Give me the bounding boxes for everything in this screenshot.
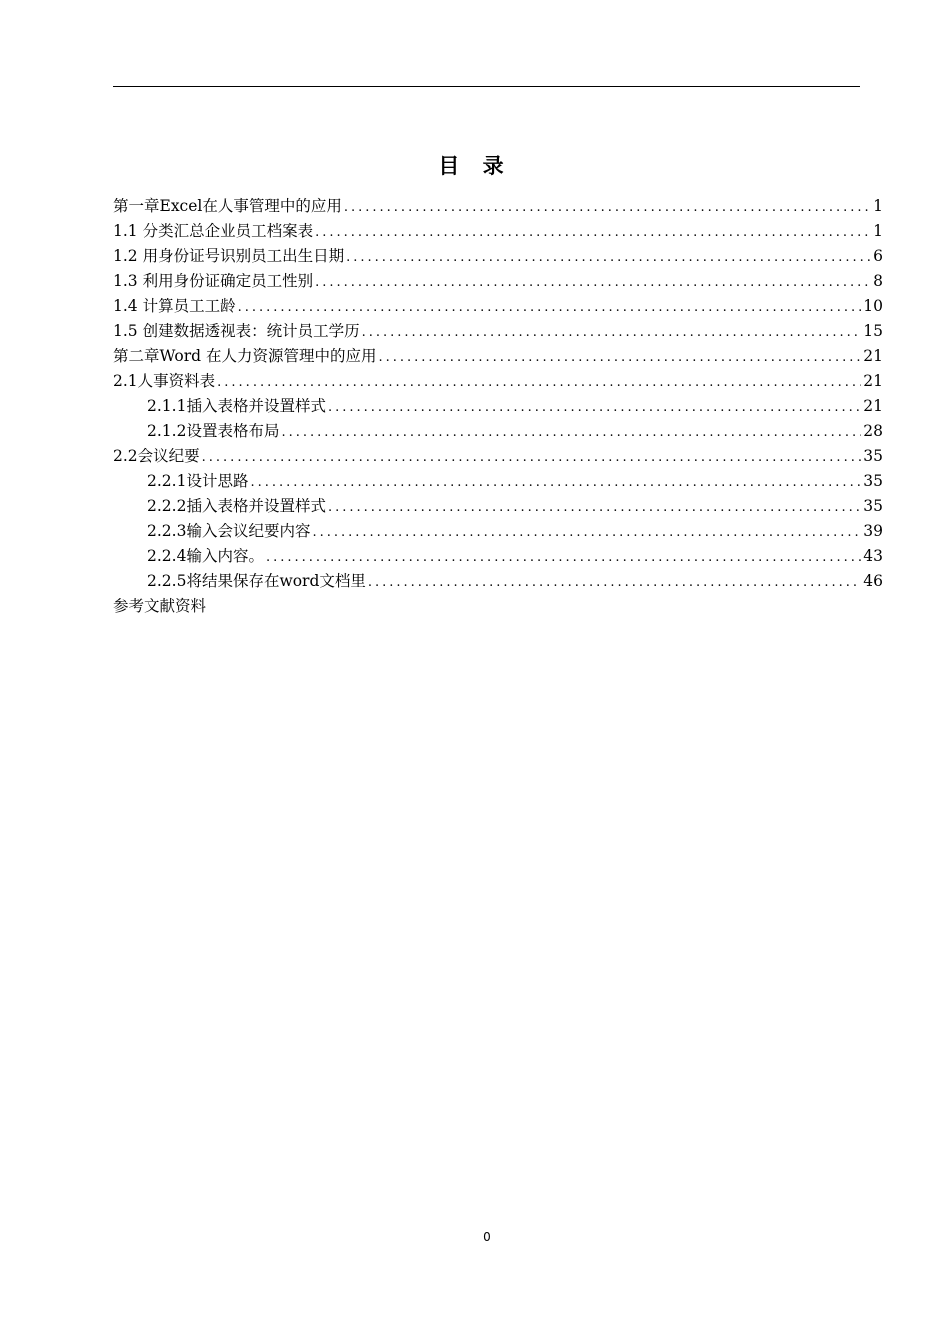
- dot-leader: [266, 545, 861, 570]
- toc-entry-label: 2.2.2插入表格并设置样式: [147, 497, 326, 515]
- toc-title: 目 录: [438, 154, 512, 178]
- toc-entry-page: 35: [863, 447, 883, 465]
- dot-leader: [217, 370, 861, 395]
- toc-entry-label: 1.1 分类汇总企业员工档案表: [113, 222, 314, 240]
- toc-entry-page: 21: [863, 397, 883, 415]
- toc-entry-label: 参考文献资料: [113, 597, 207, 615]
- toc-entry-label: 第一章Excel在人事管理中的应用: [113, 197, 342, 215]
- dot-leader: [202, 445, 862, 470]
- dot-leader: [362, 320, 862, 345]
- dot-leader: [315, 270, 871, 295]
- toc-entry-page: 28: [863, 422, 883, 440]
- toc-entry-page: 35: [863, 472, 883, 490]
- toc-entry-label: 1.4 计算员工工龄: [113, 297, 236, 315]
- toc-entry-chapter-1[interactable]: [113, 194, 883, 219]
- dot-leader: [378, 345, 861, 370]
- toc-entry-chapter-2[interactable]: [113, 344, 883, 369]
- toc-entry-page: 21: [863, 372, 883, 390]
- toc-entry-1-3[interactable]: [113, 269, 883, 294]
- toc-entry-2-2-5[interactable]: [113, 569, 883, 594]
- toc-entry-page: 15: [863, 322, 883, 340]
- toc-entry-label: 2.1人事资料表: [113, 372, 216, 390]
- table-of-contents: [113, 194, 883, 619]
- toc-entry-2-2-3[interactable]: [113, 519, 883, 544]
- dot-leader: [281, 420, 861, 445]
- toc-entry-page: 6: [873, 247, 883, 265]
- toc-entry-label: 2.2.1设计思路: [147, 472, 249, 490]
- dot-leader: [250, 470, 861, 495]
- toc-entry-references[interactable]: [113, 594, 883, 619]
- toc-entry-page: 43: [863, 547, 883, 565]
- toc-entry-1-1[interactable]: [113, 219, 883, 244]
- toc-entry-1-5[interactable]: [113, 319, 883, 344]
- toc-entry-page: 1: [873, 197, 883, 215]
- toc-entry-page: 8: [873, 272, 883, 290]
- toc-entry-page: 39: [863, 522, 883, 540]
- toc-entry-label: 2.2会议纪要: [113, 447, 200, 465]
- dot-leader: [238, 295, 862, 320]
- toc-entry-2-2-4[interactable]: [113, 544, 883, 569]
- toc-entry-label: 2.2.3输入会议纪要内容: [147, 522, 311, 540]
- page-number: 0: [483, 1230, 491, 1244]
- toc-entry-2-2-1[interactable]: [113, 469, 883, 494]
- toc-entry-1-2[interactable]: [113, 244, 883, 269]
- dot-leader: [328, 395, 861, 420]
- dot-leader: [344, 195, 871, 220]
- dot-leader: [346, 245, 871, 270]
- toc-entry-2-1[interactable]: [113, 369, 883, 394]
- toc-entry-2-1-2[interactable]: [113, 419, 883, 444]
- toc-entry-1-4[interactable]: [113, 294, 883, 319]
- toc-entry-2-2-2[interactable]: [113, 494, 883, 519]
- dot-leader: [312, 520, 861, 545]
- toc-entry-label: 1.2 用身份证号识别员工出生日期: [113, 247, 345, 265]
- toc-entry-label: 2.2.4输入内容。: [147, 547, 264, 565]
- toc-entry-page: 35: [863, 497, 883, 515]
- toc-entry-label: 2.1.2设置表格布局: [147, 422, 280, 440]
- toc-entry-label: 2.2.5将结果保存在word文档里: [147, 572, 366, 590]
- header-rule: [113, 86, 860, 87]
- dot-leader: [328, 495, 861, 520]
- toc-entry-label: 第二章Word 在人力资源管理中的应用: [113, 347, 377, 365]
- toc-entry-page: 10: [863, 297, 883, 315]
- toc-entry-page: 21: [863, 347, 883, 365]
- toc-entry-page: 46: [863, 572, 883, 590]
- toc-entry-label: 2.1.1插入表格并设置样式: [147, 397, 326, 415]
- toc-entry-label: 1.3 利用身份证确定员工性别: [113, 272, 314, 290]
- dot-leader: [368, 570, 861, 595]
- toc-entry-2-2[interactable]: [113, 444, 883, 469]
- dot-leader: [315, 220, 871, 245]
- toc-entry-page: 1: [873, 222, 883, 240]
- toc-entry-2-1-1[interactable]: [113, 394, 883, 419]
- toc-entry-label: 1.5 创建数据透视表：统计员工学历: [113, 322, 360, 340]
